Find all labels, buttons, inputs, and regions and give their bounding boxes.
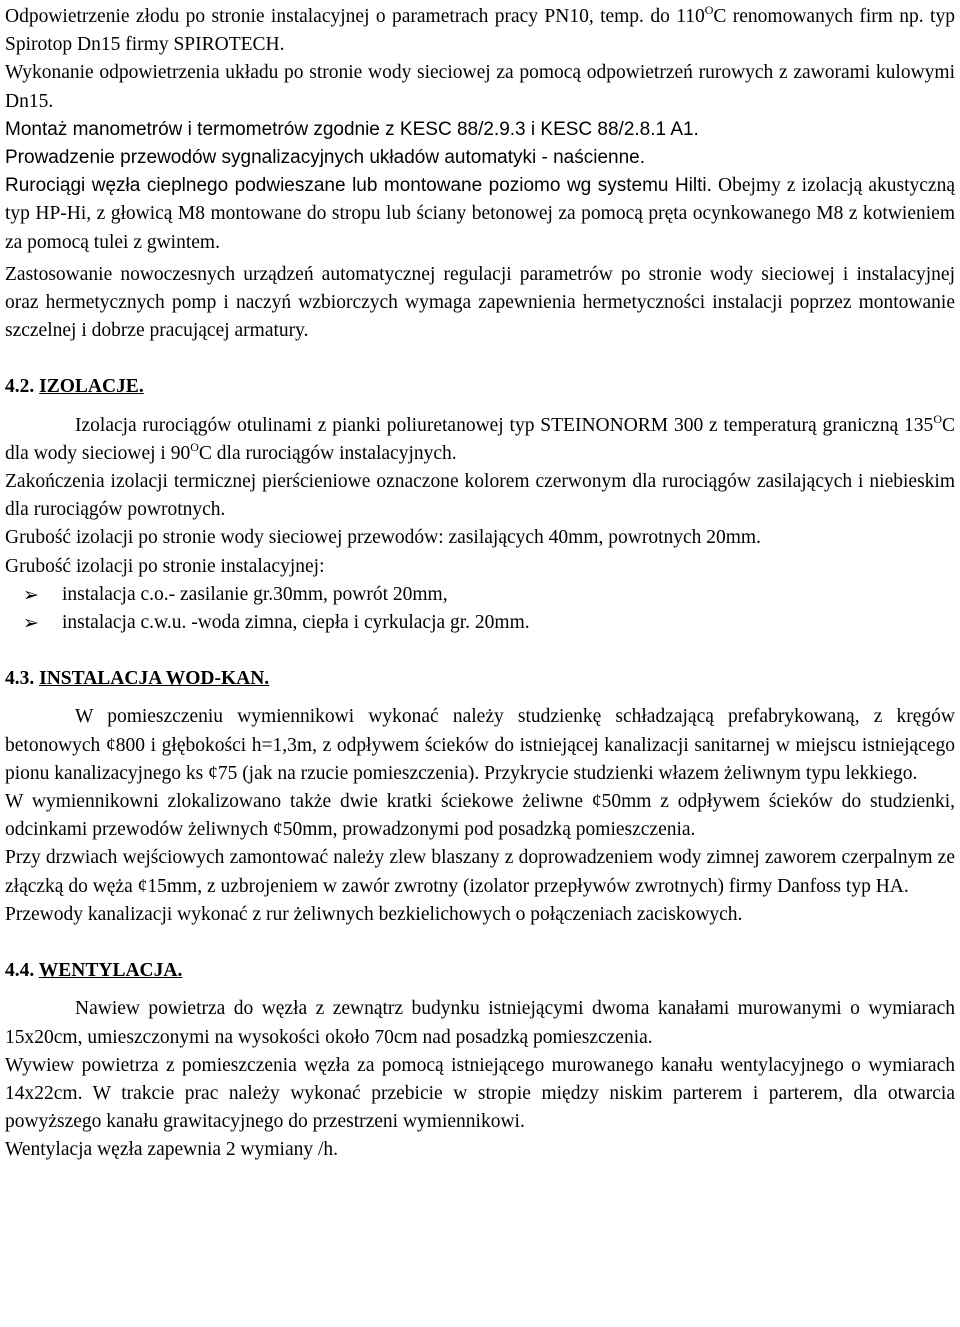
paragraph-wywiew: Wywiew powietrza z pomieszczenia węzła za pomocą istniejącego murowanego kanału wentylacyjnego o wymiarach 14x22cm. W trakcie prac należy wykonać przebicie w stropie między niskim parterem i parterem, dla otwarcia powyższego kanału grawitacyjnego do przestrzeni wymiennikowi. [5, 1054, 955, 1133]
paragraph-rurociagi [5, 172, 955, 257]
text-run: C renomowanych firm np. typ Spirotop Dn15 firmy SPIROTECH. [5, 6, 955, 56]
paragraph-odpowietrzenie-wody: Wykonanie odpowietrzenia układu po stronie wody sieciowej za pomocą odpowietrzeń rurowych z zaworami kulowymi Dn15. [5, 62, 955, 112]
text-run: Rurociągi węzła cieplnego podwieszane lub montowane poziomo wg systemu Hilti. [5, 175, 712, 197]
list-item [5, 609, 955, 637]
text-run: Izolacja rurociągów otulinami z pianki poliuretanowej typ STEINONORM 300 z temperaturą graniczną 135 [75, 414, 934, 436]
section-title: IZOLACJE. [39, 376, 144, 398]
section-title: WENTYLACJA. [38, 960, 183, 982]
paragraph-automatyka: Zastosowanie nowoczesnych urządzeń automatycznej regulacji parametrów po stronie wody sieciowej i instalacyjnej oraz hermetycznych pomp i naczyń wzbiorczych wymaga zapewnienia hermetyczności instalacji poprzez montowanie szczelnej i dobrze pracującej armatury. [5, 263, 955, 342]
text-run: Odpowietrzenie złodu po stronie instalacyjnej o parametrach pracy PN10, temp. do 110 [5, 6, 705, 27]
spacer [5, 402, 955, 412]
spacer [5, 637, 955, 665]
paragraph-studzienka: W pomieszczeniu wymiennikowi wykonać należy studzienkę schładzającą prefabrykowaną, z kręgów betonowych ¢800 i głębokości h=1,3m, z odpływem ścieków do istniejącej kanalizacji sanitarnej w miejscu istniejącego pionu kanalizacyjnego ks ¢75 (jak na rzucie pomieszczenia). Przykrycie studzienki włazem żeliwnym typu lekkiego. [5, 706, 955, 784]
section-heading-wentylacja [5, 957, 955, 985]
bullet-list [5, 581, 955, 637]
paragraph-manometry: Montaż manometrów i termometrów zgodnie z KESC 88/2.9.3 i KESC 88/2.8.1 A1. [5, 118, 699, 140]
section-number: 4.2. [5, 376, 35, 398]
paragraph-zakonczenia-izolacji: Zakończenia izolacji termicznej pierścieniowe oznaczone kolorem czerwonym dla rurociągów zasilających i niebieskim dla rurociągów powrotnych. [5, 471, 955, 521]
paragraph-odpowietrzenie [5, 3, 955, 59]
spacer [5, 985, 955, 995]
spacer [5, 345, 955, 373]
section-heading-wod-kan [5, 665, 955, 693]
paragraph-zlew: Przy drzwiach wejściowych zamontować należy zlew blaszany z doprowadzeniem wody zimnej zaworem czerpalnym ze złączką do węża ¢15mm, z uzbrojeniem w zawór zwrotny (izolator przepływów zwrotnych) firmy Danfoss typ HA. [5, 847, 955, 897]
paragraph-przewody-sygnalizacyjne: Prowadzenie przewodów sygnalizacyjnych układów automatyki - naścienne. [5, 147, 645, 169]
section-title: INSTALACJA WOD-KAN. [39, 668, 270, 690]
list-item [5, 581, 955, 609]
superscript: O [190, 439, 199, 454]
text-run: Obejmy z izolacją akustyczną typ HP-Hi, z głowicą M8 montowane do stropu lub ściany betonowej za pomocą pręta ocynkowanego M8 z kotwieniem za pomocą tulei z gwintem. [5, 175, 955, 253]
text-run: C dla rurociągów instalacyjnych. [198, 442, 457, 464]
paragraph-wymiany: Wentylacja węzła zapewnia 2 wymiany /h. [5, 1139, 339, 1161]
arrow-bullet-icon: ➢ [23, 612, 39, 635]
paragraph-grubosc-instalacyjna: Grubość izolacji po stronie instalacyjnej: [5, 555, 325, 577]
paragraph-kratki-sciekowe: W wymiennikowni zlokalizowano także dwie kratki ściekowe żeliwne ¢50mm z odpływem ścieków do studzienki, odcinkami przewodów żeliwnych ¢50mm, prowadzonymi pod posadzką pomieszczenia. [5, 791, 955, 841]
spacer [5, 929, 955, 957]
superscript: O [704, 3, 714, 17]
spacer [5, 693, 955, 703]
text-run: C dla wody sieciowej i 90 [5, 414, 955, 464]
superscript: O [933, 411, 942, 426]
paragraph-nawiew: Nawiew powietrza do węzła z zewnątrz budynku istniejącymi dwoma kanałami murowanymi o wymiarach 15x20cm, umieszczonymi na wysokości około 70cm nad posadzką pomieszczenia. [5, 998, 955, 1048]
section-number: 4.4. [5, 960, 35, 982]
list-item-text: instalacja c.o.- zasilanie gr.30mm, powrót 20mm, [62, 583, 448, 605]
section-number: 4.3. [5, 668, 35, 690]
paragraph-grubosc-sieciowa: Grubość izolacji po stronie wody sieciowej przewodów: zasilających 40mm, powrotnych 20mm. [5, 527, 761, 549]
list-item-text: instalacja c.w.u. -woda zimna, ciepła i cyrkulacja gr. 20mm. [62, 612, 530, 634]
arrow-bullet-icon: ➢ [23, 583, 39, 606]
paragraph-przewody-kanalizacji: Przewody kanalizacji wykonać z rur żeliwnych bezkielichowych o połączeniach zaciskowych. [5, 903, 743, 925]
paragraph-izolacja-rurociagow [5, 412, 955, 468]
section-heading-izolacje [5, 373, 955, 401]
